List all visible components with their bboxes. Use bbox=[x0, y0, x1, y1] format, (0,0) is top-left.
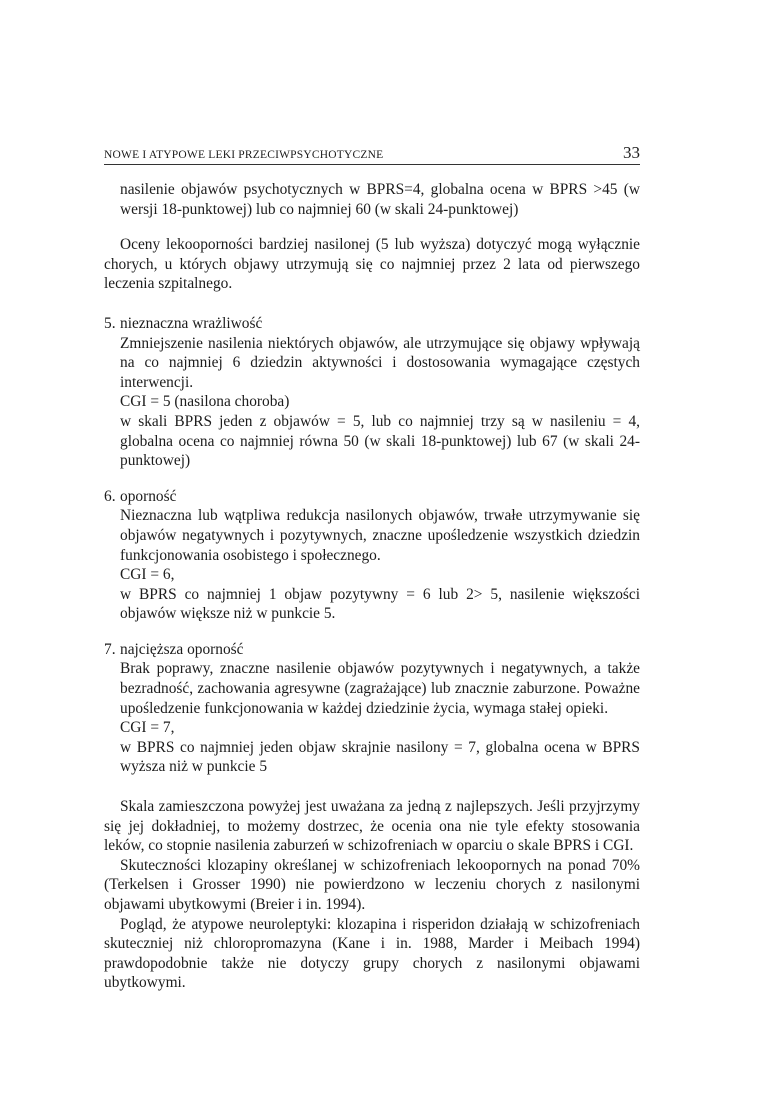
item-cgi: CGI = 5 (nasilona choroba) bbox=[120, 393, 290, 411]
page-body bbox=[104, 180, 640, 993]
running-title: NOWE I ATYPOWE LEKI PRZECIWPSYCHOTYCZNE bbox=[104, 149, 384, 161]
item-bprs: w BPRS co najmniej 1 objaw pozytywny = 6 lub 2> 5, nasilenie większości objawów większe niż w punkcie 5. bbox=[120, 585, 640, 623]
item-title: najcięższa oporność bbox=[120, 640, 244, 658]
item-description: Zmniejszenie nasilenia niektórych objawów, ale utrzymujące się objawy wpływają na co najmniej 6 dziedzin aktywności i dostosowania wymagające częstych interwencji. bbox=[120, 334, 640, 391]
item-number: 5. bbox=[104, 314, 116, 332]
closing-section bbox=[104, 797, 640, 993]
item-bprs: w BPRS co najmniej jeden objaw skrajnie nasilony = 7, globalna ocena w BPRS wyższa niż w punkcie 5 bbox=[120, 738, 640, 776]
item-number: 7. bbox=[104, 640, 116, 658]
item-cgi: CGI = 7, bbox=[120, 719, 175, 737]
item-title: nieznaczna wrażliwość bbox=[120, 314, 263, 332]
scale-item-7 bbox=[104, 640, 640, 777]
item-bprs: w skali BPRS jeden z objawów = 5, lub co najmniej trzy są w nasileniu = 4, globalna ocena co najmniej równa 50 (w skali 18-punktowej) lub 67 (w skali 24-punktowej) bbox=[120, 412, 640, 470]
lekoopornosc-note: Oceny lekooporności bardziej nasilonej (5 lub wyższa) dotyczyć mogą wyłącznie chorych, u których objawy utrzymują się co najmniej przez 2 lata od pierwszego leczenia szpitalnego. bbox=[104, 236, 640, 293]
body-paragraph: Skuteczności klozapiny określanej w schizofreniach lekoopornych na ponad 70% (Terkelsen i Grosser 1990) nie powierdzono w leczeniu chorych z nasilonymi objawami ubytkowymi (Breier i in. 1994). bbox=[104, 856, 640, 913]
running-header bbox=[104, 143, 640, 163]
body-paragraph: Skala zamieszczona powyżej jest uważana za jedną z najlepszych. Jeśli przyjrzymy się jej dokładniej, to możemy dostrzec, że ocenia ona nie tyle efekty stosowania leków, co stopnie nasilenia zaburzeń w schizofreniach w oparciu o skale BPRS i CGI. bbox=[104, 798, 640, 855]
item-description: Brak poprawy, znaczne nasilenie objawów pozytywnych i negatywnych, a także bezradność, zachowania agresywne (zagrażające) lub znacznie zaburzone. Poważne upośledzenie funkcjonowania w każdej dziedzinie życia, wymaga stałej opieki. bbox=[120, 660, 640, 717]
item-title: oporność bbox=[120, 487, 177, 505]
item-cgi: CGI = 6, bbox=[120, 566, 175, 584]
page-number: 33 bbox=[623, 143, 640, 162]
item-description: Nieznaczna lub wątpliwa redukcja nasilonych objawów, trwałe utrzymywanie się objawów negatywnych i pozytywnych, znaczne upośledzenie wszystkich dziedzin funkcjonowania osobistego i społecznego. bbox=[120, 507, 640, 564]
continuation-paragraph: nasilenie objawów psychotycznych w BPRS=4, globalna ocena w BPRS >45 (w wersji 18-punktowej) lub co najmniej 60 (w skali 24-punktowej) bbox=[120, 181, 640, 218]
item-number: 6. bbox=[104, 487, 116, 505]
header-rule bbox=[104, 164, 640, 165]
scale-item-6 bbox=[104, 487, 640, 624]
body-paragraph: Pogląd, że atypowe neuroleptyki: klozapina i risperidon działają w schizofreniach skuteczniej niż chloropromazyna (Kane i in. 1988, Marder i Meibach 1994) prawdopodobnie także nie dotyczy grupy chorych z nasilonymi objawami ubytkowymi. bbox=[104, 915, 640, 992]
scale-item-5 bbox=[104, 314, 640, 471]
